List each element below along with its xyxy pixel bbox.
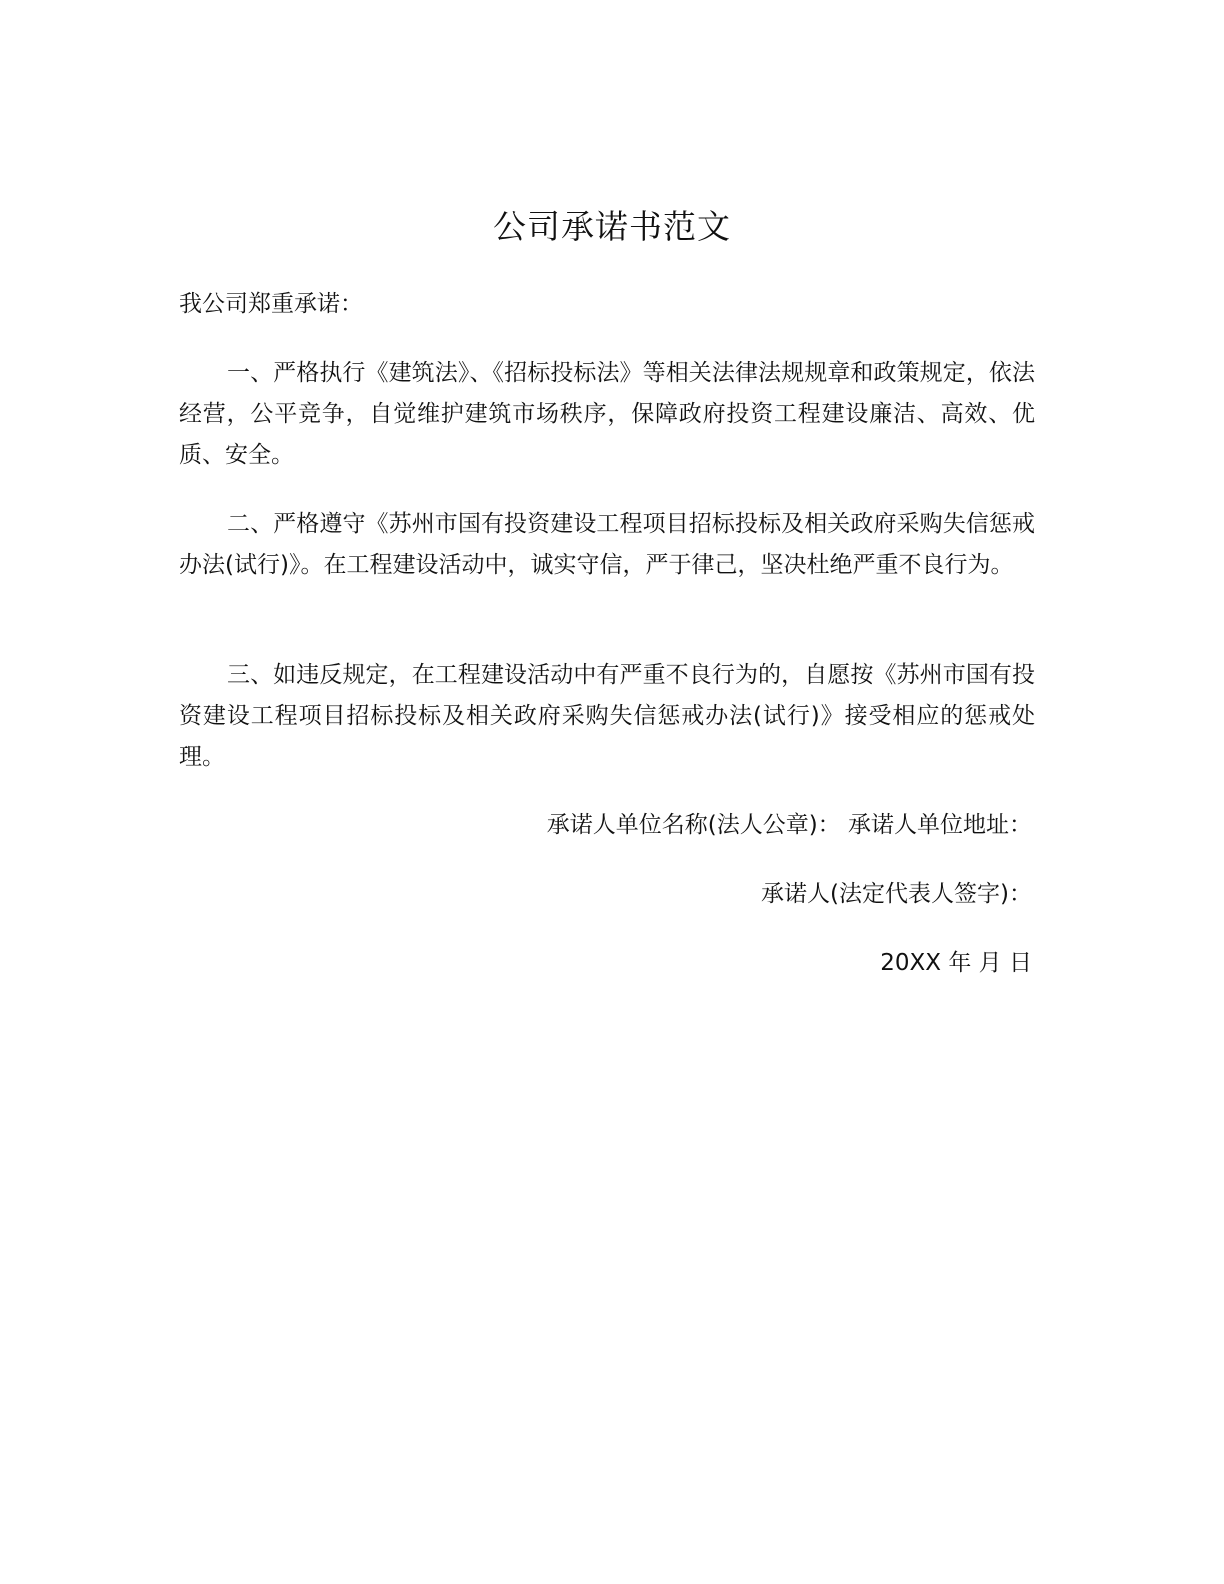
signature-representative-line: 承诺人(法定代表人签字)： xyxy=(761,881,1032,907)
commitment-paragraph-1: 一、严格执行《建筑法》、《招标投标法》等相关法律法规规章和政策规定，依法经营，公平竞争，自觉维护建筑市场秩序，保障政府投资工程建设廉洁、高效、优质、安全。 xyxy=(179,360,1035,468)
commitment-paragraph-2: 二、严格遵守《苏州市国有投资建设工程项目招标投标及相关政府采购失信惩戒办法(试行)》。在工程建设活动中，诚实守信，严于律己，坚决杜绝严重不良行为。 xyxy=(179,511,1035,578)
document-title: 公司承诺书范文 xyxy=(493,207,731,246)
greeting-line: 我公司郑重承诺： xyxy=(179,291,363,317)
commitment-paragraph-3: 三、如违反规定，在工程建设活动中有严重不良行为的，自愿按《苏州市国有投资建设工程项目招标投标及相关政府采购失信惩戒办法(试行)》接受相应的惩戒处理。 xyxy=(179,662,1035,770)
signature-unit-line: 承诺人单位名称(法人公章)： 承诺人单位地址： xyxy=(546,812,1032,838)
signature-date-line: 20XX 年 月 日 xyxy=(880,950,1032,976)
